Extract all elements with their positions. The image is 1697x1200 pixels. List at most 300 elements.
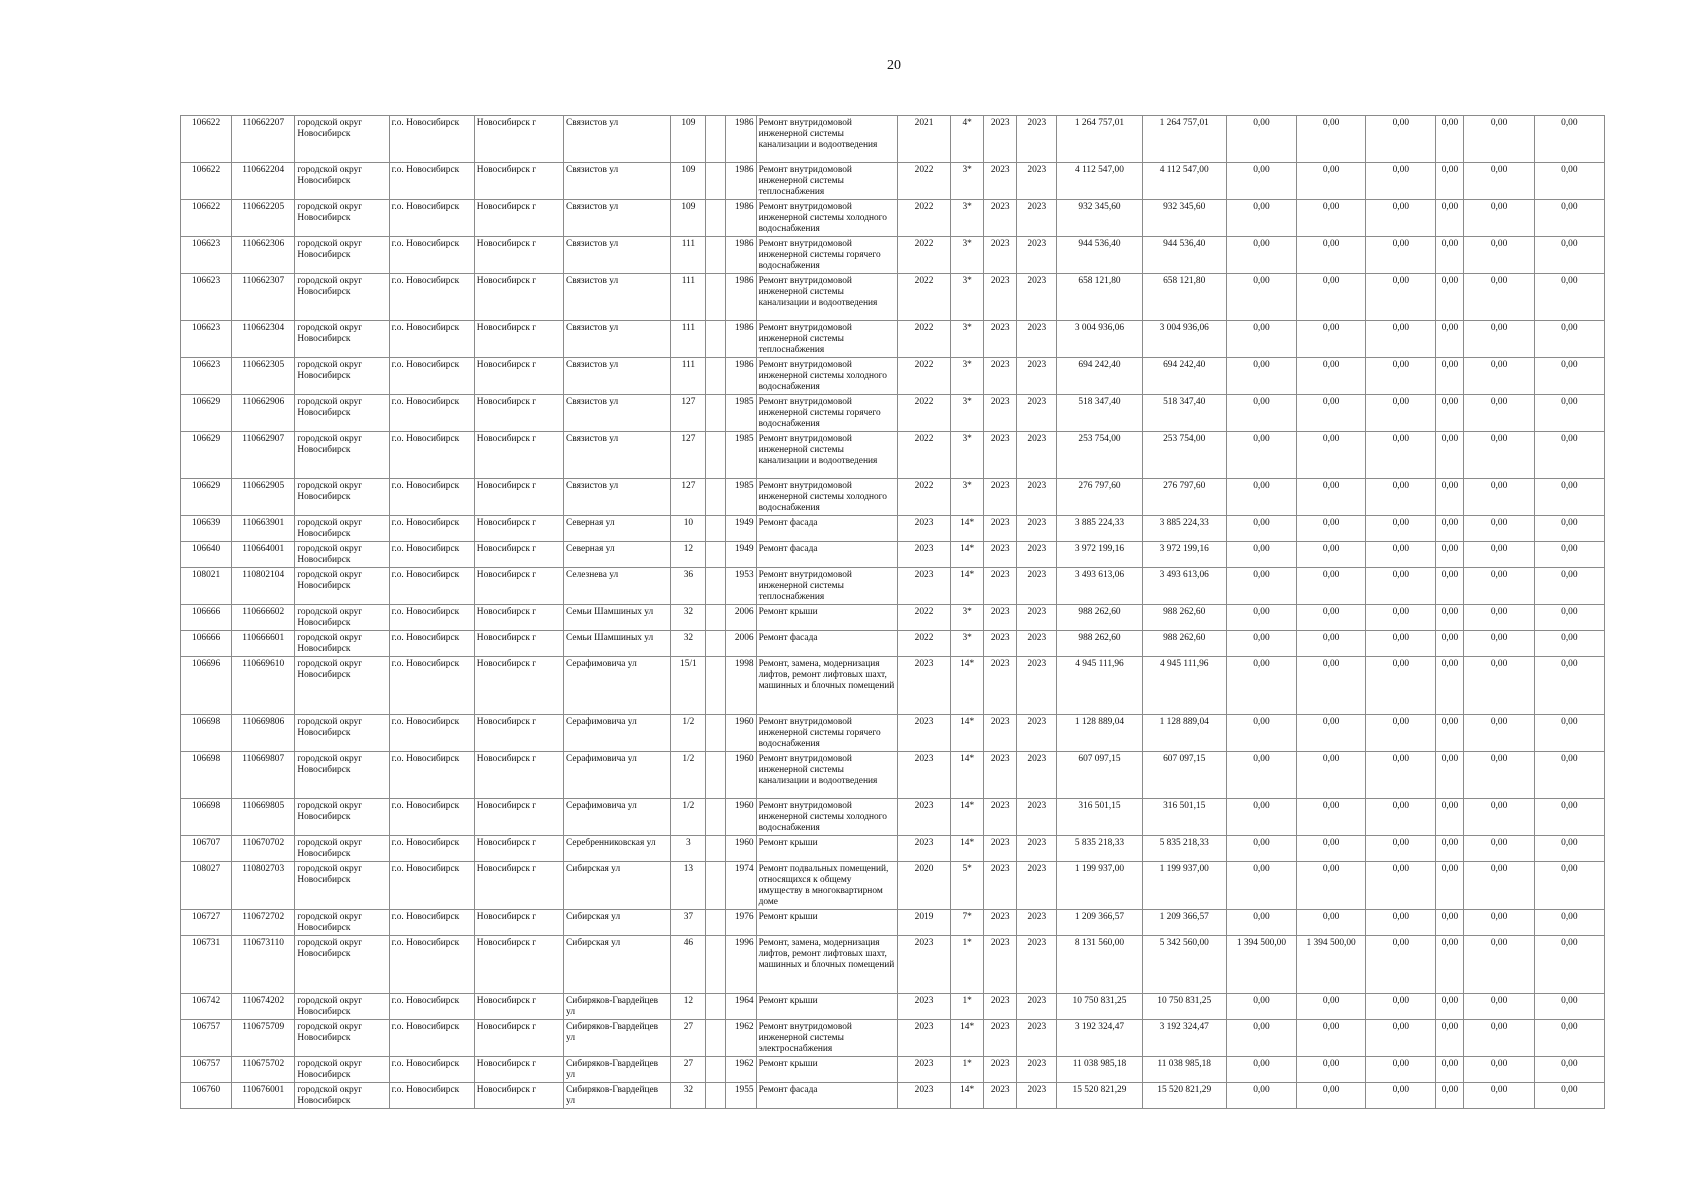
col-year-2: 2023 <box>984 116 1017 163</box>
col-district: городской округ Новосибирск <box>295 1020 389 1057</box>
table-row <box>181 479 1605 516</box>
col-cost-d: 0,00 <box>1366 237 1436 274</box>
col-year-1: 2023 <box>897 516 950 542</box>
col-municipality: г.о. Новосибирск <box>389 1020 474 1057</box>
col-year-3: 2023 <box>1017 1083 1057 1109</box>
col-year-3: 2023 <box>1017 568 1057 605</box>
col-cost-f: 0,00 <box>1464 994 1534 1020</box>
col-work-type: Ремонт, замена, модернизация лифтов, ремонт лифтовых шахт, машинных и блочных помещений <box>756 657 897 715</box>
table-row <box>181 1083 1605 1109</box>
col-cost-c: 0,00 <box>1297 994 1366 1020</box>
col-cost-c: 0,00 <box>1297 200 1366 237</box>
col-work-type: Ремонт внутридомовой инженерной системы холодного водоснабжения <box>756 799 897 836</box>
col-cost-g: 0,00 <box>1534 657 1604 715</box>
col-year-1: 2022 <box>897 605 950 631</box>
col-work-type: Ремонт внутридомовой инженерной системы теплоснабжения <box>756 321 897 358</box>
col-year-2: 2023 <box>984 799 1017 836</box>
col-cost-f: 0,00 <box>1464 631 1534 657</box>
col-year-built: 1986 <box>726 237 756 274</box>
col-cost-b: 0,00 <box>1226 799 1296 836</box>
col-locality: Новосибирск г <box>474 479 563 516</box>
col-cost-b: 0,00 <box>1226 516 1296 542</box>
col-house-id: 106698 <box>181 715 232 752</box>
col-year-3: 2023 <box>1017 994 1057 1020</box>
col-house-number: 1/2 <box>671 715 706 752</box>
col-cost-f: 0,00 <box>1464 1083 1534 1109</box>
col-cost-f: 0,00 <box>1464 542 1534 568</box>
col-cost-a: 4 112 547,00 <box>1142 163 1226 200</box>
col-year-2: 2023 <box>984 321 1017 358</box>
col-municipality: г.о. Новосибирск <box>389 657 474 715</box>
col-cost-d: 0,00 <box>1366 657 1436 715</box>
col-cost-g: 0,00 <box>1534 836 1604 862</box>
col-total-cost: 988 262,60 <box>1057 605 1142 631</box>
col-year-3: 2023 <box>1017 542 1057 568</box>
col-district: городской округ Новосибирск <box>295 237 389 274</box>
col-municipality: г.о. Новосибирск <box>389 862 474 910</box>
col-street: Сибирская ул <box>564 862 671 910</box>
col-priority: 14* <box>951 836 984 862</box>
col-cost-b: 0,00 <box>1226 715 1296 752</box>
col-cost-f: 0,00 <box>1464 358 1534 395</box>
col-work-type: Ремонт, замена, модернизация лифтов, ремонт лифтовых шахт, машинных и блочных помещений <box>756 936 897 994</box>
col-cost-d: 0,00 <box>1366 605 1436 631</box>
col-total-cost: 253 754,00 <box>1057 432 1142 479</box>
col-total-cost: 607 097,15 <box>1057 752 1142 799</box>
col-work-type: Ремонт внутридомовой инженерной системы теплоснабжения <box>756 568 897 605</box>
col-street: Связистов ул <box>564 116 671 163</box>
col-work-type: Ремонт внутридомовой инженерной системы канализации и водоотведения <box>756 274 897 321</box>
col-cost-d: 0,00 <box>1366 1057 1436 1083</box>
col-cost-e: 0,00 <box>1436 631 1464 657</box>
col-year-1: 2022 <box>897 432 950 479</box>
col-cost-f: 0,00 <box>1464 715 1534 752</box>
col-municipality: г.о. Новосибирск <box>389 799 474 836</box>
col-priority: 3* <box>951 321 984 358</box>
col-work-id: 110673110 <box>232 936 295 994</box>
col-cost-d: 0,00 <box>1366 274 1436 321</box>
col-year-built: 1964 <box>726 994 756 1020</box>
col-work-type: Ремонт внутридомовой инженерной системы горячего водоснабжения <box>756 237 897 274</box>
col-cost-e: 0,00 <box>1436 542 1464 568</box>
col-cost-g: 0,00 <box>1534 395 1604 432</box>
col-cost-c: 0,00 <box>1297 568 1366 605</box>
col-cost-c: 0,00 <box>1297 752 1366 799</box>
col-cost-d: 0,00 <box>1366 568 1436 605</box>
col-municipality: г.о. Новосибирск <box>389 274 474 321</box>
col-municipality: г.о. Новосибирск <box>389 321 474 358</box>
col-municipality: г.о. Новосибирск <box>389 358 474 395</box>
col-street: Сибиряков-Гвардейцев ул <box>564 1020 671 1057</box>
col-building <box>706 836 726 862</box>
col-year-3: 2023 <box>1017 752 1057 799</box>
col-cost-d: 0,00 <box>1366 200 1436 237</box>
col-district: городской округ Новосибирск <box>295 321 389 358</box>
col-district: городской округ Новосибирск <box>295 274 389 321</box>
col-cost-f: 0,00 <box>1464 163 1534 200</box>
col-cost-b: 0,00 <box>1226 1057 1296 1083</box>
col-district: городской округ Новосибирск <box>295 479 389 516</box>
col-year-built: 1955 <box>726 1083 756 1109</box>
table-row <box>181 862 1605 910</box>
col-year-built: 1986 <box>726 358 756 395</box>
col-priority: 3* <box>951 200 984 237</box>
col-house-id: 106727 <box>181 910 232 936</box>
col-year-2: 2023 <box>984 395 1017 432</box>
col-year-1: 2022 <box>897 321 950 358</box>
col-cost-e: 0,00 <box>1436 936 1464 994</box>
col-building <box>706 715 726 752</box>
works-table <box>180 115 1605 1109</box>
table-row <box>181 163 1605 200</box>
col-work-id: 110666602 <box>232 605 295 631</box>
col-street: Серафимовича ул <box>564 657 671 715</box>
col-cost-g: 0,00 <box>1534 1057 1604 1083</box>
col-district: городской округ Новосибирск <box>295 715 389 752</box>
col-house-number: 12 <box>671 994 706 1020</box>
col-year-3: 2023 <box>1017 657 1057 715</box>
col-cost-a: 4 945 111,96 <box>1142 657 1226 715</box>
col-cost-e: 0,00 <box>1436 568 1464 605</box>
col-cost-a: 276 797,60 <box>1142 479 1226 516</box>
col-cost-g: 0,00 <box>1534 715 1604 752</box>
col-year-3: 2023 <box>1017 237 1057 274</box>
col-cost-d: 0,00 <box>1366 862 1436 910</box>
col-total-cost: 1 264 757,01 <box>1057 116 1142 163</box>
table-row <box>181 1020 1605 1057</box>
col-house-number: 109 <box>671 200 706 237</box>
col-cost-f: 0,00 <box>1464 752 1534 799</box>
col-total-cost: 3 192 324,47 <box>1057 1020 1142 1057</box>
col-district: городской округ Новосибирск <box>295 1057 389 1083</box>
col-house-id: 106731 <box>181 936 232 994</box>
table-row <box>181 568 1605 605</box>
col-locality: Новосибирск г <box>474 321 563 358</box>
col-year-built: 1960 <box>726 799 756 836</box>
col-municipality: г.о. Новосибирск <box>389 479 474 516</box>
col-house-id: 108027 <box>181 862 232 910</box>
col-district: городской округ Новосибирск <box>295 862 389 910</box>
col-cost-e: 0,00 <box>1436 715 1464 752</box>
col-cost-e: 0,00 <box>1436 358 1464 395</box>
col-year-2: 2023 <box>984 631 1017 657</box>
col-year-3: 2023 <box>1017 910 1057 936</box>
col-cost-d: 0,00 <box>1366 358 1436 395</box>
col-house-id: 106757 <box>181 1057 232 1083</box>
col-year-2: 2023 <box>984 432 1017 479</box>
col-municipality: г.о. Новосибирск <box>389 516 474 542</box>
col-work-id: 110670702 <box>232 836 295 862</box>
col-house-id: 106629 <box>181 432 232 479</box>
col-cost-b: 0,00 <box>1226 1083 1296 1109</box>
col-cost-b: 0,00 <box>1226 116 1296 163</box>
col-cost-d: 0,00 <box>1366 395 1436 432</box>
col-year-2: 2023 <box>984 479 1017 516</box>
col-cost-d: 0,00 <box>1366 994 1436 1020</box>
col-building <box>706 479 726 516</box>
table-row <box>181 432 1605 479</box>
col-municipality: г.о. Новосибирск <box>389 432 474 479</box>
col-building <box>706 862 726 910</box>
col-total-cost: 15 520 821,29 <box>1057 1083 1142 1109</box>
col-work-id: 110662305 <box>232 358 295 395</box>
col-locality: Новосибирск г <box>474 237 563 274</box>
col-building <box>706 163 726 200</box>
col-building <box>706 321 726 358</box>
col-priority: 14* <box>951 752 984 799</box>
col-cost-d: 0,00 <box>1366 516 1436 542</box>
col-cost-a: 3 493 613,06 <box>1142 568 1226 605</box>
col-cost-f: 0,00 <box>1464 479 1534 516</box>
col-work-id: 110662204 <box>232 163 295 200</box>
col-work-id: 110663901 <box>232 516 295 542</box>
col-street: Связистов ул <box>564 479 671 516</box>
col-work-id: 110675709 <box>232 1020 295 1057</box>
col-building <box>706 568 726 605</box>
col-cost-e: 0,00 <box>1436 274 1464 321</box>
col-district: городской округ Новосибирск <box>295 542 389 568</box>
col-cost-d: 0,00 <box>1366 163 1436 200</box>
col-cost-d: 0,00 <box>1366 542 1436 568</box>
col-street: Связистов ул <box>564 321 671 358</box>
col-year-1: 2022 <box>897 200 950 237</box>
col-cost-a: 3 004 936,06 <box>1142 321 1226 358</box>
col-year-2: 2023 <box>984 274 1017 321</box>
col-district: городской округ Новосибирск <box>295 631 389 657</box>
col-district: городской округ Новосибирск <box>295 836 389 862</box>
col-house-id: 106698 <box>181 799 232 836</box>
col-year-2: 2023 <box>984 715 1017 752</box>
col-cost-c: 0,00 <box>1297 516 1366 542</box>
col-cost-g: 0,00 <box>1534 432 1604 479</box>
col-cost-f: 0,00 <box>1464 116 1534 163</box>
col-street: Северная ул <box>564 516 671 542</box>
col-cost-g: 0,00 <box>1534 274 1604 321</box>
table-row <box>181 836 1605 862</box>
col-house-id: 106623 <box>181 237 232 274</box>
col-year-1: 2023 <box>897 1020 950 1057</box>
col-work-type: Ремонт внутридомовой инженерной системы канализации и водоотведения <box>756 432 897 479</box>
col-year-built: 1949 <box>726 542 756 568</box>
col-locality: Новосибирск г <box>474 936 563 994</box>
col-year-2: 2023 <box>984 936 1017 994</box>
col-cost-b: 0,00 <box>1226 163 1296 200</box>
col-cost-a: 518 347,40 <box>1142 395 1226 432</box>
col-building <box>706 200 726 237</box>
col-house-number: 109 <box>671 163 706 200</box>
col-priority: 3* <box>951 605 984 631</box>
col-work-type: Ремонт крыши <box>756 605 897 631</box>
col-work-id: 110662205 <box>232 200 295 237</box>
col-locality: Новосибирск г <box>474 274 563 321</box>
col-cost-e: 0,00 <box>1436 605 1464 631</box>
col-house-number: 27 <box>671 1020 706 1057</box>
col-municipality: г.о. Новосибирск <box>389 1083 474 1109</box>
col-house-id: 106623 <box>181 358 232 395</box>
col-district: городской округ Новосибирск <box>295 799 389 836</box>
col-work-id: 110662905 <box>232 479 295 516</box>
col-locality: Новосибирск г <box>474 200 563 237</box>
col-cost-g: 0,00 <box>1534 358 1604 395</box>
col-locality: Новосибирск г <box>474 836 563 862</box>
col-district: городской округ Новосибирск <box>295 200 389 237</box>
col-total-cost: 1 199 937,00 <box>1057 862 1142 910</box>
col-street: Семьи Шамшиных ул <box>564 605 671 631</box>
col-house-number: 109 <box>671 116 706 163</box>
col-municipality: г.о. Новосибирск <box>389 994 474 1020</box>
col-cost-e: 0,00 <box>1436 1020 1464 1057</box>
col-cost-f: 0,00 <box>1464 568 1534 605</box>
col-cost-e: 0,00 <box>1436 657 1464 715</box>
col-municipality: г.о. Новосибирск <box>389 715 474 752</box>
col-work-type: Ремонт внутридомовой инженерной системы теплоснабжения <box>756 163 897 200</box>
col-street: Серафимовича ул <box>564 715 671 752</box>
col-year-3: 2023 <box>1017 631 1057 657</box>
col-work-id: 110669610 <box>232 657 295 715</box>
col-building <box>706 1083 726 1109</box>
col-cost-a: 253 754,00 <box>1142 432 1226 479</box>
col-district: городской округ Новосибирск <box>295 1083 389 1109</box>
col-street: Серафимовича ул <box>564 799 671 836</box>
col-locality: Новосибирск г <box>474 657 563 715</box>
col-work-type: Ремонт крыши <box>756 1057 897 1083</box>
col-year-2: 2023 <box>984 862 1017 910</box>
col-cost-f: 0,00 <box>1464 321 1534 358</box>
col-locality: Новосибирск г <box>474 994 563 1020</box>
col-building <box>706 631 726 657</box>
col-cost-g: 0,00 <box>1534 1083 1604 1109</box>
col-cost-g: 0,00 <box>1534 752 1604 799</box>
col-work-type: Ремонт внутридомовой инженерной системы горячего водоснабжения <box>756 395 897 432</box>
col-building <box>706 516 726 542</box>
col-priority: 3* <box>951 479 984 516</box>
col-cost-c: 0,00 <box>1297 116 1366 163</box>
col-cost-a: 988 262,60 <box>1142 605 1226 631</box>
col-year-1: 2021 <box>897 116 950 163</box>
col-municipality: г.о. Новосибирск <box>389 936 474 994</box>
col-cost-d: 0,00 <box>1366 321 1436 358</box>
col-total-cost: 694 242,40 <box>1057 358 1142 395</box>
col-year-2: 2023 <box>984 836 1017 862</box>
col-year-built: 1986 <box>726 116 756 163</box>
col-cost-f: 0,00 <box>1464 910 1534 936</box>
col-cost-b: 0,00 <box>1226 752 1296 799</box>
col-cost-b: 0,00 <box>1226 395 1296 432</box>
col-year-1: 2019 <box>897 910 950 936</box>
col-year-3: 2023 <box>1017 163 1057 200</box>
col-total-cost: 5 835 218,33 <box>1057 836 1142 862</box>
col-year-2: 2023 <box>984 605 1017 631</box>
col-cost-e: 0,00 <box>1436 799 1464 836</box>
col-work-type: Ремонт крыши <box>756 994 897 1020</box>
col-cost-a: 694 242,40 <box>1142 358 1226 395</box>
col-year-3: 2023 <box>1017 862 1057 910</box>
col-cost-a: 1 209 366,57 <box>1142 910 1226 936</box>
col-street: Серафимовича ул <box>564 752 671 799</box>
col-district: городской округ Новосибирск <box>295 163 389 200</box>
page-number: 20 <box>887 58 901 73</box>
col-priority: 14* <box>951 1083 984 1109</box>
col-cost-c: 0,00 <box>1297 274 1366 321</box>
col-cost-e: 0,00 <box>1436 516 1464 542</box>
col-total-cost: 658 121,80 <box>1057 274 1142 321</box>
col-cost-c: 0,00 <box>1297 715 1366 752</box>
col-work-type: Ремонт крыши <box>756 910 897 936</box>
col-house-id: 106707 <box>181 836 232 862</box>
col-year-1: 2023 <box>897 1057 950 1083</box>
col-year-built: 1985 <box>726 395 756 432</box>
col-priority: 1* <box>951 936 984 994</box>
col-cost-c: 0,00 <box>1297 358 1366 395</box>
col-year-1: 2023 <box>897 715 950 752</box>
col-cost-d: 0,00 <box>1366 910 1436 936</box>
col-cost-a: 5 342 560,00 <box>1142 936 1226 994</box>
col-total-cost: 4 945 111,96 <box>1057 657 1142 715</box>
col-priority: 3* <box>951 237 984 274</box>
col-municipality: г.о. Новосибирск <box>389 395 474 432</box>
col-house-number: 32 <box>671 605 706 631</box>
col-cost-b: 0,00 <box>1226 568 1296 605</box>
col-house-id: 106666 <box>181 631 232 657</box>
col-priority: 1* <box>951 1057 984 1083</box>
col-cost-a: 5 835 218,33 <box>1142 836 1226 862</box>
col-total-cost: 4 112 547,00 <box>1057 163 1142 200</box>
col-cost-e: 0,00 <box>1436 910 1464 936</box>
col-work-type: Ремонт фасада <box>756 516 897 542</box>
col-cost-a: 316 501,15 <box>1142 799 1226 836</box>
col-district: городской округ Новосибирск <box>295 752 389 799</box>
col-cost-b: 0,00 <box>1226 605 1296 631</box>
col-house-number: 15/1 <box>671 657 706 715</box>
col-cost-b: 0,00 <box>1226 657 1296 715</box>
col-year-1: 2023 <box>897 936 950 994</box>
col-district: городской округ Новосибирск <box>295 910 389 936</box>
col-locality: Новосибирск г <box>474 862 563 910</box>
col-building <box>706 936 726 994</box>
col-work-id: 110662207 <box>232 116 295 163</box>
col-district: городской округ Новосибирск <box>295 516 389 542</box>
col-year-3: 2023 <box>1017 936 1057 994</box>
col-work-id: 110669806 <box>232 715 295 752</box>
col-work-id: 110662304 <box>232 321 295 358</box>
table-row <box>181 116 1605 163</box>
col-work-type: Ремонт внутридомовой инженерной системы холодного водоснабжения <box>756 479 897 516</box>
col-year-built: 1996 <box>726 936 756 994</box>
col-district: городской округ Новосибирск <box>295 432 389 479</box>
col-cost-f: 0,00 <box>1464 1057 1534 1083</box>
col-locality: Новосибирск г <box>474 542 563 568</box>
col-cost-b: 1 394 500,00 <box>1226 936 1296 994</box>
col-district: городской округ Новосибирск <box>295 994 389 1020</box>
col-year-1: 2022 <box>897 274 950 321</box>
col-cost-a: 944 536,40 <box>1142 237 1226 274</box>
col-cost-b: 0,00 <box>1226 910 1296 936</box>
col-street: Связистов ул <box>564 237 671 274</box>
col-work-type: Ремонт крыши <box>756 836 897 862</box>
col-total-cost: 8 131 560,00 <box>1057 936 1142 994</box>
col-cost-c: 0,00 <box>1297 237 1366 274</box>
col-cost-e: 0,00 <box>1436 1057 1464 1083</box>
col-work-type: Ремонт внутридомовой инженерной системы холодного водоснабжения <box>756 358 897 395</box>
col-year-3: 2023 <box>1017 274 1057 321</box>
col-locality: Новосибирск г <box>474 752 563 799</box>
col-street: Сибиряков-Гвардейцев ул <box>564 1057 671 1083</box>
col-year-1: 2023 <box>897 799 950 836</box>
col-work-type: Ремонт внутридомовой инженерной системы горячего водоснабжения <box>756 715 897 752</box>
col-house-number: 37 <box>671 910 706 936</box>
col-year-2: 2023 <box>984 910 1017 936</box>
col-street: Сибирская ул <box>564 910 671 936</box>
